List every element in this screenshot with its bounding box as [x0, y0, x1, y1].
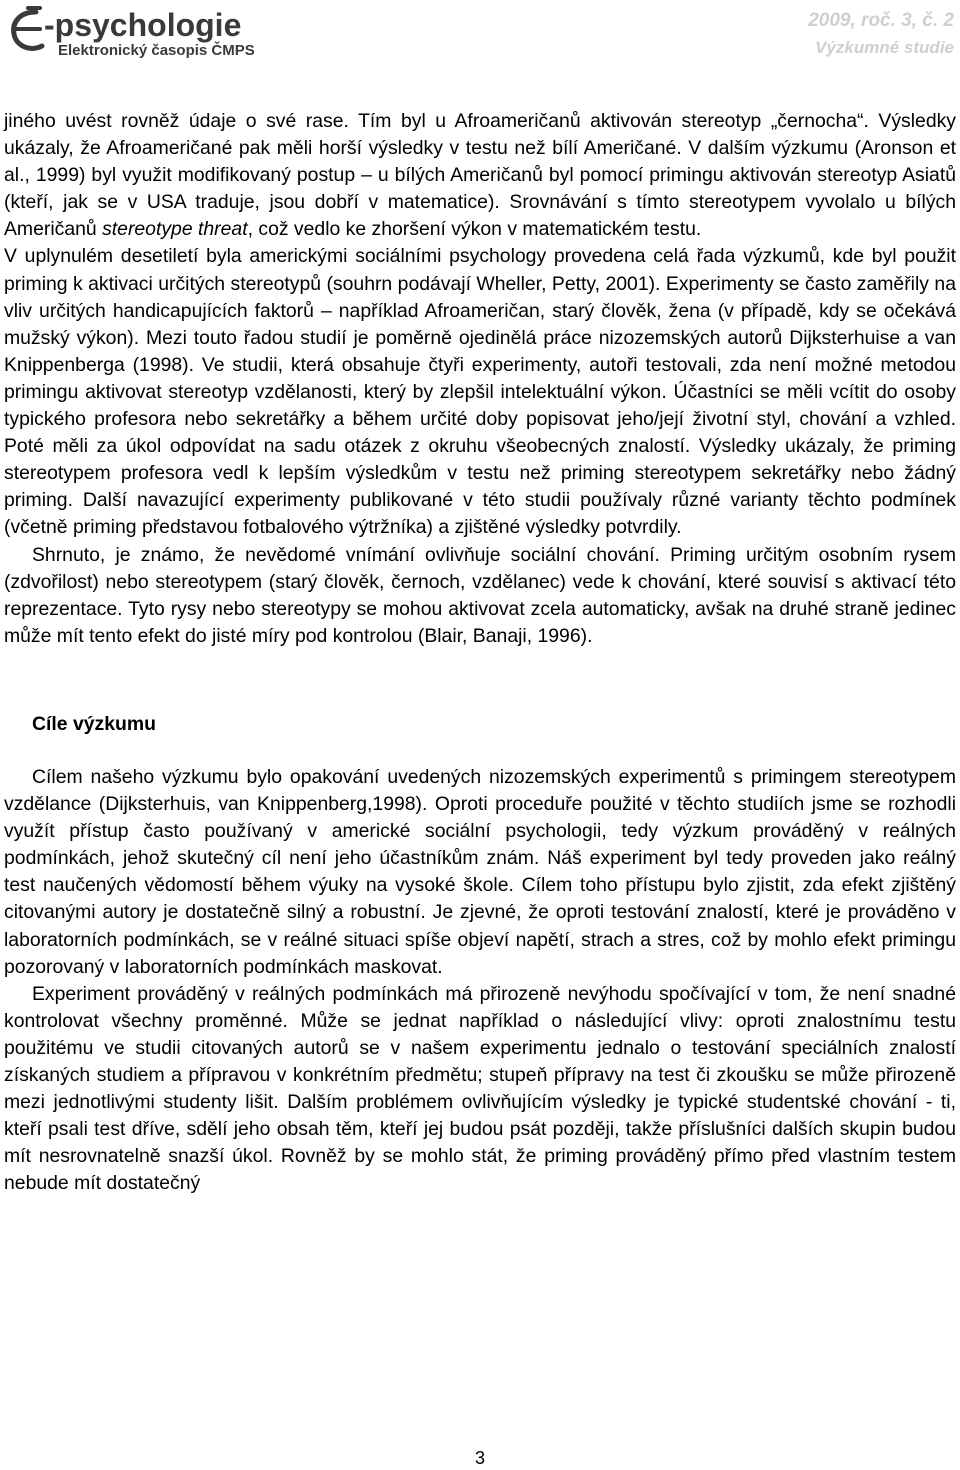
logo-main-text: -psychologie: [44, 7, 242, 43]
page-header: [0, 0, 960, 80]
section-name: Výzkumné studie: [815, 38, 954, 57]
paragraph-1-text-b: , což vedlo ke zhoršení výkon v matematickém testu.: [247, 218, 702, 241]
paragraph-1: [4, 108, 956, 243]
paragraph-1-text-a: jiného uvést rovněž údaje o své rase. Tím byl u Afroameričanů aktivován stereotyp „černocha“. Výsledky ukázaly, že Afroameričané pak měli horší výsledky v testu než bílí Američané. V dalším výzkumu (Aronson et al., 1999) byl využit modifikovaný postup – u bílých Američanů byl pomocí primingu aktivován stereotyp Asiatů (kteří, jak se v USA traduje, jsou dobří v matematice). Srovnávání s tímto stereotypem vyvolalo u bílých Američanů: [4, 110, 956, 241]
paragraph-1-italic-term: stereotype threat: [102, 218, 248, 241]
paragraph-4: Cílem našeho výzkumu bylo opakování uvedených nizozemských experimentů s primingem stereotypem vzdělance (Dijksterhuis, van Knippenberg,1998). Oproti proceduře použité v těchto studiích jsme se rozhodli využít přístup často používaný v americké sociální psychologii, tedy výzkum prováděný v reálných podmínkách, jehož skutečný cíl není jeho účastníkům znám. Náš experiment byl tedy proveden jako reálný test naučených vědomostí během výuky na vysoké škole. Cílem toho přístupu bylo zjistit, zda efekt zjištěný citovanými autory je dostatečně silný a robustní. Je zjevné, že oproti testování znalostí, které je prováděno v laboratorních podmínkách, se v reálné situaci spíše objeví napětí, strach a stres, což by mohlo efekt primingu pozorovaný v laboratorních podmínkách maskovat.: [4, 765, 956, 978]
paragraph-2: V uplynulém desetiletí byla americkými sociálními psychology provedena celá řada výzkumů, kde byl použit priming k aktivaci určitých stereotypů (souhrn podávají Wheller, Petty, 2001). Experimenty se často zaměřily na vliv určitých handicapujících faktorů – například Afroameričan, starý člověk, žena (v případě, kdy se očekává mužský výkon). Mezi touto řadou studií je poměrně ojedinělá práce nizozemských autorů Dijksterhuise a van Knippenberga (1998). Ve studii, která obsahuje čtyři experimenty, autoři testovali, zda není možné metodou primingu aktivovat stereotyp vzdělanosti, který by zlepšil intelektuální výkon. Účastníci se měli vcítit do osoby typického profesora nebo sekretářky a během určité doby popisovat jeho/její životní styl, chování a vzhled. Poté měli za úkol odpovídat na sadu otázek z okruhu všeobecných znalostí. Výsledky ukázaly, že priming stereotypem profesora vedl k lepším výsledkům v testu než priming stereotypem sekretářky nebo žádný priming. Další navazující experimenty publikované v této studii používaly různé varianty těchto podmínek (včetně priming představou fotbalového výtržníka) a zjištěné výsledky potvrdily.: [4, 245, 956, 539]
issue-number: 2009, roč. 3, č. 2: [808, 10, 954, 31]
journal-logo: [6, 2, 306, 62]
paragraph-5: Experiment prováděný v reálných podmínkách má přirozeně nevýhodu spočívající v tom, že není snadné kontrolovat všechny proměnné. Může se jednat například o následující vlivy: oproti znalostnímu testu použitému ve studii citovaných autorů se v našem experimentu jednalo o testování speciálních znalostí získaných studiem a přípravou v konkrétním předmětu; stupeň přípravy na test či zkoušku se může přirozeně mezi jednotlivými studenty lišit. Dalším problémem ovlivňujícím výsledky je typické studentské chování - ti, kteří psali test dříve, sdělí jeho obsah těm, kteří jej budou psát později, takže příslušníci dalších skupin budou mít nesrovnatelně snazší úkol. Rovněž by se mohlo stát, že priming prováděný přímo před vlastním testem nebude mít dostatečný: [4, 982, 956, 1195]
issue-info: [808, 8, 954, 60]
e-psychologie-logo-icon: [6, 2, 306, 62]
paragraph-3: Shrnuto, je známo, že nevědomé vnímání ovlivňuje sociální chování. Priming určitým osobním rysem (zdvořilost) nebo stereotypem (starý člověk, černoch, vzdělanec) vede k chování, které souvisí s aktivací této reprezentace. Tyto rysy nebo stereotypy se mohou aktivovat zcela automaticky, avšak na druhé straně jedinec může mít tento efekt do jisté míry pod kontrolou (Blair, Banaji, 1996).: [4, 543, 956, 647]
logo-sub-text: Elektronický časopis ČMPS: [58, 42, 255, 59]
section-heading: Cíle výzkumu: [32, 712, 156, 735]
page-number: 3: [474, 1448, 485, 1468]
article-body: [4, 108, 956, 1197]
